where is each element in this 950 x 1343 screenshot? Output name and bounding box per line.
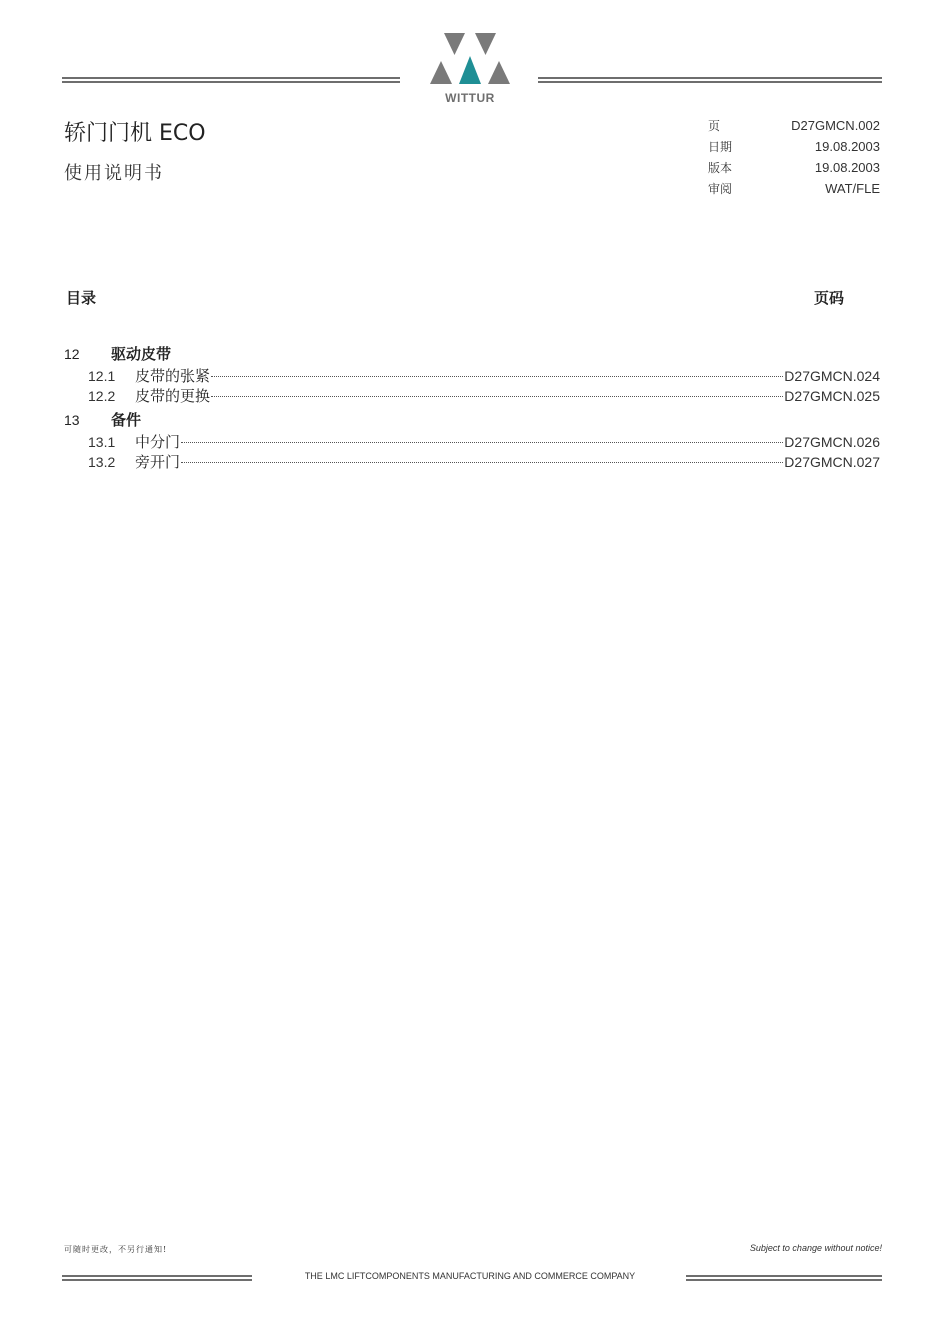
footer-rule-right <box>686 1275 882 1281</box>
meta-row-version <box>708 160 880 181</box>
header-rule-right <box>538 77 882 83</box>
meta-row-date <box>708 139 880 160</box>
section-number: 13 <box>64 412 80 428</box>
meta-value: 19.08.2003 <box>814 160 880 175</box>
entry-number: 12.1 <box>88 368 116 384</box>
entry-title: 中分门 <box>135 433 181 451</box>
entry-title: 皮带的更换 <box>135 387 211 405</box>
footer-notice-chinese: 可随时更改，不另行通知! <box>64 1245 168 1254</box>
section-number: 12 <box>64 346 80 362</box>
entry-page: D27GMCN.026 <box>784 434 880 450</box>
entry-page: D27GMCN.027 <box>784 454 880 470</box>
meta-value: D27GMCN.002 <box>791 118 880 133</box>
dot-leader <box>211 376 783 377</box>
footer-rule-left <box>62 1275 252 1281</box>
footer-company: THE LMC LIFTCOMPONENTS MANUFACTURING AND COMMERCE COMPANY <box>304 1271 636 1281</box>
section-title: 备件 <box>111 411 142 429</box>
toc-entry[interactable] <box>64 451 880 471</box>
meta-label: 审阅 <box>708 182 733 196</box>
header-rule-left <box>62 77 400 83</box>
footer-notice-english: Subject to change without notice! <box>749 1243 882 1253</box>
dot-leader <box>211 396 783 397</box>
meta-label: 页 <box>708 119 721 133</box>
logo-triangle-bottom-right <box>488 61 510 84</box>
toc-heading: 目录 <box>66 289 97 307</box>
entry-page: D27GMCN.024 <box>784 368 880 384</box>
logo-triangle-top-right <box>475 33 496 55</box>
logo-triangle-top-left <box>444 33 465 55</box>
dot-leader <box>181 442 783 443</box>
toc-page-heading: 页码 <box>814 289 845 307</box>
toc-section <box>64 409 880 471</box>
dot-leader <box>181 462 783 463</box>
meta-row-review <box>708 181 880 202</box>
meta-label: 版本 <box>708 161 733 175</box>
entry-title: 皮带的张紧 <box>135 367 211 385</box>
meta-value: WAT/FLE <box>825 181 880 196</box>
logo-triangle-center <box>459 56 481 84</box>
logo-text: WITTUR <box>445 91 495 105</box>
meta-label: 日期 <box>708 140 733 154</box>
entry-number: 13.1 <box>88 434 116 450</box>
document-meta <box>708 118 880 202</box>
entry-title: 旁开门 <box>135 453 181 471</box>
document-subtitle: 使用说明书 <box>64 163 164 184</box>
toc-entry[interactable] <box>64 431 880 451</box>
toc-section <box>64 343 880 405</box>
logo-triangle-bottom-left <box>430 61 452 84</box>
section-title: 驱动皮带 <box>111 345 172 363</box>
toc-section-heading <box>64 343 880 365</box>
meta-value: 19.08.2003 <box>814 139 880 154</box>
toc-entry[interactable] <box>64 385 880 405</box>
entry-number: 13.2 <box>88 454 116 470</box>
document-title: 轿门门机 ECO <box>64 121 206 146</box>
toc-entry[interactable] <box>64 365 880 385</box>
toc-section-heading <box>64 409 880 431</box>
entry-page: D27GMCN.025 <box>784 388 880 404</box>
meta-row-page <box>708 118 880 139</box>
entry-number: 12.2 <box>88 388 116 404</box>
